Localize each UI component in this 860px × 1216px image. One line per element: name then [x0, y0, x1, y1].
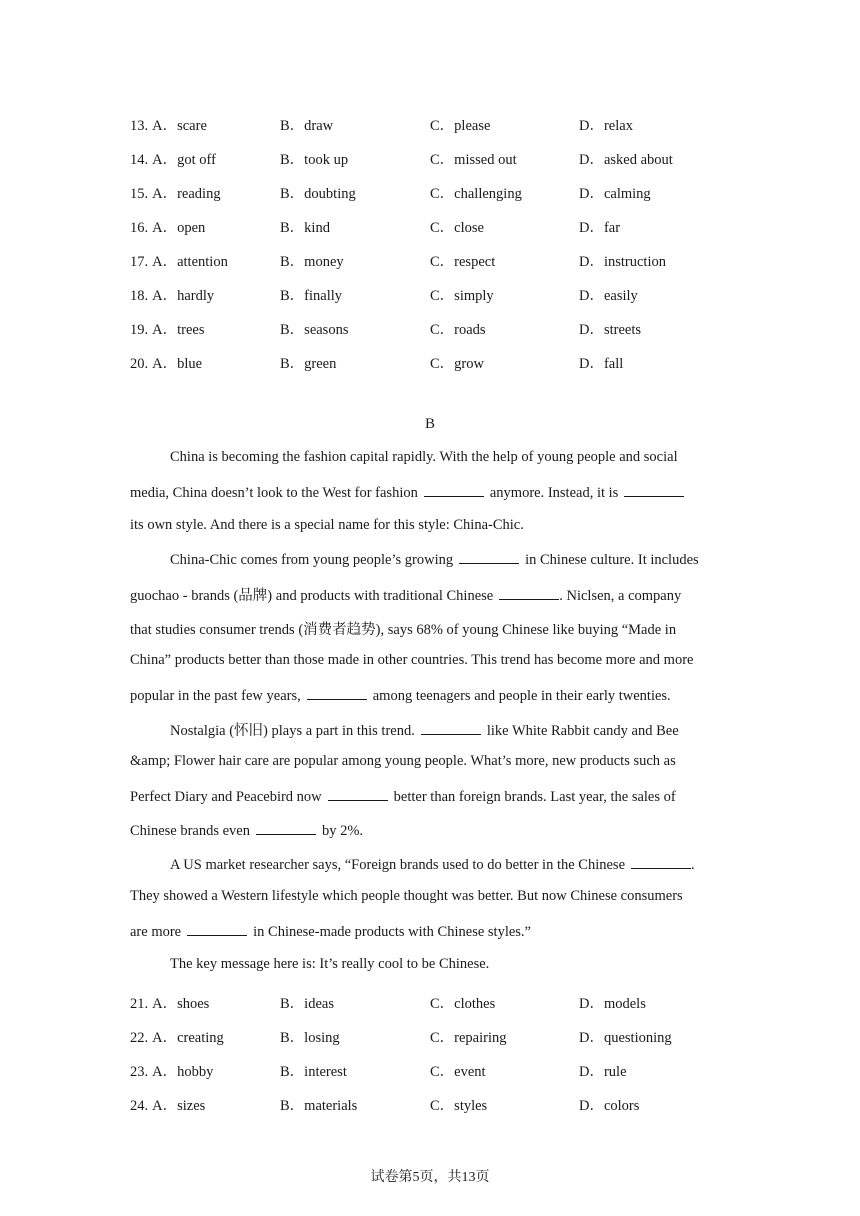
question-label: [130, 992, 209, 1013]
passage-line: A US market researcher says, “Foreign brands used to do better in the Chinese .: [170, 856, 695, 873]
options-list-top: [130, 114, 750, 386]
question-options-row: [130, 216, 750, 250]
option-d: D．colors: [579, 1098, 640, 1114]
question-label: [130, 216, 205, 237]
option-d: D．easily: [579, 288, 638, 304]
answer-blank: [631, 855, 691, 869]
option-a: A．got off: [152, 152, 216, 168]
answer-blank: [256, 821, 316, 835]
passage-line: Nostalgia (怀旧) plays a part in this trend. like White Rabbit candy and Bee: [170, 723, 679, 740]
question-options-row: [130, 148, 750, 182]
question-options-row: [130, 182, 750, 216]
question-options-row: [130, 352, 750, 386]
option-d: D．questioning: [579, 1030, 672, 1046]
answer-blank: [624, 483, 684, 497]
question-label: [130, 1026, 224, 1047]
question-options-row: [130, 992, 750, 1026]
question-label: [130, 250, 228, 271]
question-label: [130, 114, 207, 135]
option-b: B．ideas: [280, 996, 334, 1012]
page-footer: 试卷第5页，共13页: [370, 1170, 490, 1185]
answer-blank: [459, 550, 519, 564]
question-number: 15.: [130, 186, 149, 202]
option-c: C．clothes: [430, 996, 496, 1012]
passage-line: its own style. And there is a special name for this style: China-Chic.: [130, 516, 524, 533]
option-b: B．kind: [280, 220, 330, 236]
option-d: D．far: [579, 220, 621, 236]
question-number: 19.: [130, 322, 149, 338]
options-list-bottom: [130, 992, 750, 1128]
question-number: 16.: [130, 220, 149, 236]
question-label: [130, 148, 216, 169]
option-b: B．green: [280, 356, 337, 372]
question-label: [130, 1094, 205, 1115]
section-title: B: [424, 416, 435, 432]
answer-blank: [424, 483, 484, 497]
option-a: A．reading: [152, 186, 221, 202]
option-c: C．simply: [430, 288, 494, 304]
option-a: A．open: [152, 220, 206, 236]
option-c: C．please: [430, 118, 491, 134]
question-number: 17.: [130, 254, 149, 270]
answer-blank: [307, 686, 367, 700]
option-d: D．models: [579, 996, 646, 1012]
option-c: C．challenging: [430, 186, 522, 202]
passage-line: Chinese brands even by 2%.: [130, 822, 364, 839]
option-d: D．instruction: [579, 254, 666, 270]
passage-line: China-Chic comes from young people’s growing in Chinese culture. It includes: [170, 552, 699, 569]
passage-line: guochao - brands (品牌) and products with traditional Chinese . Niclsen, a company: [130, 588, 682, 605]
passage-line: Perfect Diary and Peacebird now better than foreign brands. Last year, the sales of: [130, 788, 676, 805]
option-d: D．rule: [579, 1064, 627, 1080]
answer-blank: [499, 586, 559, 600]
passage-line: media, China doesn’t look to the West for fashion anymore. Instead, it is: [130, 483, 730, 517]
option-b: B．materials: [280, 1098, 358, 1114]
option-b: B．finally: [280, 288, 343, 304]
question-label: [130, 318, 204, 339]
question-number: 21.: [130, 996, 149, 1012]
option-d: D．fall: [579, 356, 624, 372]
question-number: 14.: [130, 152, 149, 168]
passage-line: &amp; Flower hair care are popular among young people. What’s more, new products such as: [130, 753, 676, 770]
option-b: B．losing: [280, 1030, 340, 1046]
question-options-row: [130, 114, 750, 148]
passage-line: are more in Chinese-made products with Chinese styles.”: [130, 924, 531, 941]
option-a: A．sizes: [152, 1098, 206, 1114]
answer-blank: [328, 787, 388, 801]
option-a: A．trees: [152, 322, 205, 338]
option-d: D．asked about: [579, 152, 673, 168]
option-c: C．styles: [430, 1098, 488, 1114]
option-c: C．respect: [430, 254, 496, 270]
option-d: D．streets: [579, 322, 642, 338]
option-c: C．roads: [430, 322, 486, 338]
option-b: B．doubting: [280, 186, 356, 202]
question-options-row: [130, 284, 750, 318]
option-b: B．money: [280, 254, 344, 270]
option-d: D．relax: [579, 118, 633, 134]
option-c: C．event: [430, 1064, 486, 1080]
option-b: B．draw: [280, 118, 334, 134]
question-options-row: [130, 318, 750, 352]
answer-blank: [187, 922, 247, 936]
passage-line: China” products better than those made in other countries. This trend has become more and more: [130, 651, 694, 668]
question-options-row: [130, 250, 750, 284]
option-a: A．attention: [152, 254, 228, 270]
question-label: [130, 182, 221, 203]
question-number: 23.: [130, 1064, 149, 1080]
option-b: B．interest: [280, 1064, 347, 1080]
option-c: C．close: [430, 220, 484, 236]
question-label: [130, 352, 202, 373]
passage-line: China is becoming the fashion capital rapidly. With the help of young people and social: [170, 449, 678, 465]
option-a: A．blue: [152, 356, 203, 372]
option-b: B．seasons: [280, 322, 349, 338]
option-c: C．missed out: [430, 152, 517, 168]
option-d: D．calming: [579, 186, 651, 202]
question-number: 24.: [130, 1098, 149, 1114]
passage-line: that studies consumer trends (消费者趋势), says 68% of young Chinese like buying “Made in: [130, 621, 677, 638]
option-b: B．took up: [280, 152, 349, 168]
question-label: [130, 284, 214, 305]
question-number: 22.: [130, 1030, 149, 1046]
question-number: 13.: [130, 118, 149, 134]
option-a: A．hobby: [152, 1064, 214, 1080]
passage: [130, 449, 730, 990]
question-options-row: [130, 1060, 750, 1094]
question-label: [130, 1060, 213, 1081]
option-a: A．creating: [152, 1030, 224, 1046]
option-a: A．scare: [152, 118, 207, 134]
question-number: 18.: [130, 288, 149, 304]
passage-line: They showed a Western lifestyle which people thought was better. But now Chinese consumers: [130, 888, 683, 905]
question-options-row: [130, 1026, 750, 1060]
answer-blank: [421, 721, 481, 735]
passage-line: The key message here is: It’s really cool to be Chinese.: [170, 955, 490, 972]
option-a: A．shoes: [152, 996, 210, 1012]
option-c: C．repairing: [430, 1030, 507, 1046]
option-c: C．grow: [430, 356, 484, 372]
passage-line: popular in the past few years, among teenagers and people in their early twenties.: [130, 687, 671, 704]
option-a: A．hardly: [152, 288, 215, 304]
question-number: 20.: [130, 356, 149, 372]
question-options-row: [130, 1094, 750, 1128]
